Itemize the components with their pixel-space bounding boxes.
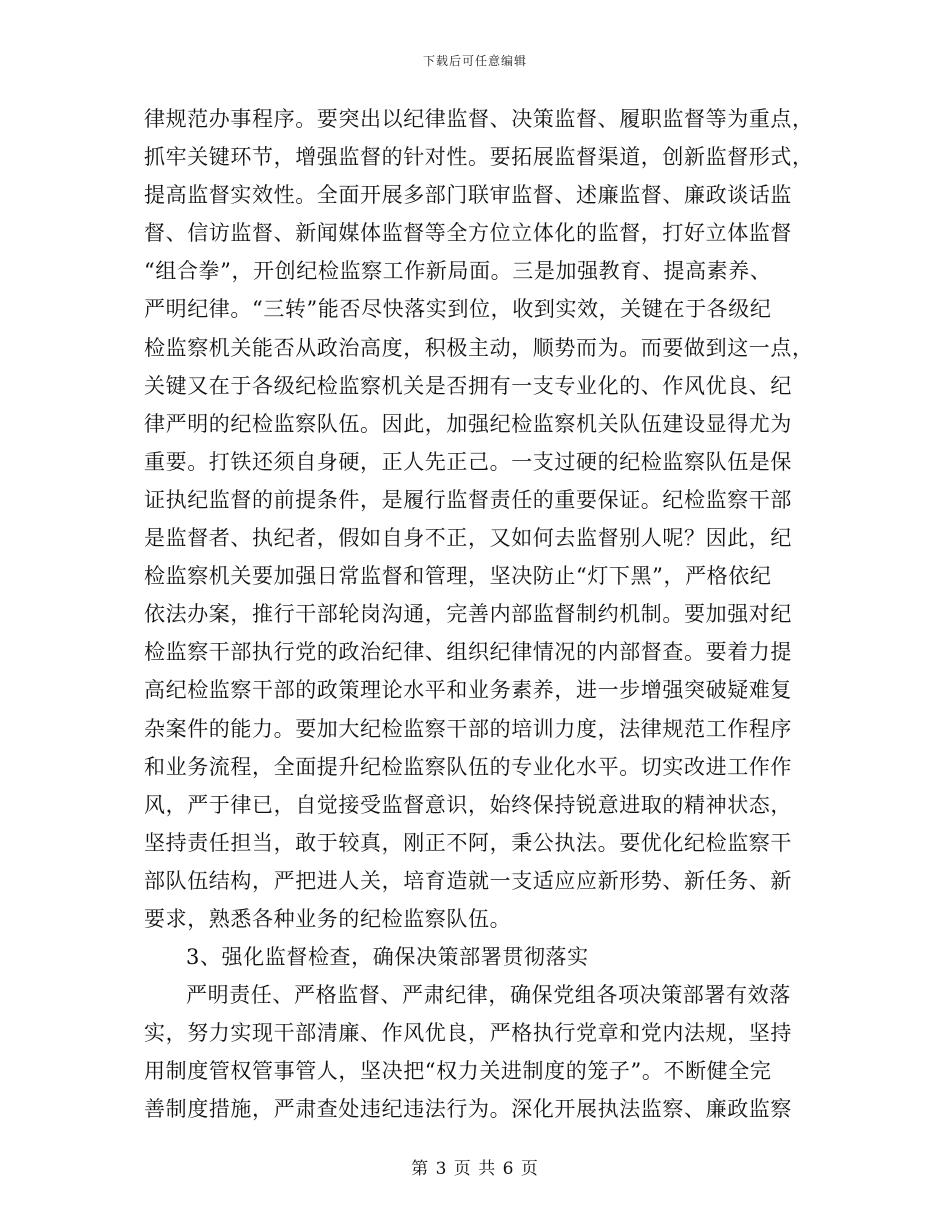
text-line: 杂案件的能力。要加大纪检监察干部的培训力度，法律规范工作程序 bbox=[144, 716, 792, 741]
text-line: 检监察机关能否从政治高度，积极主动，顺势而为。而要做到这一点， bbox=[144, 335, 814, 360]
text-line: 重要。打铁还须自身硬，正人先正己。一支过硬的纪检监察队伍是保 bbox=[144, 449, 792, 474]
text-line: 要求，熟悉各种业务的纪检监察队伍。 bbox=[144, 906, 512, 931]
text-line: 检监察机关要加强日常监督和管理，坚决防止“灯下黑”，严格依纪 bbox=[144, 564, 772, 589]
text-line: 律规范办事程序。要突出以纪律监督、决策监督、履职监督等为重点， bbox=[144, 107, 814, 131]
text-line: 和业务流程，全面提升纪检监察队伍的专业化水平。切实改进工作作 bbox=[144, 754, 792, 779]
text-line: 严明责任、严格监督、严肃纪律，确保党组各项决策部署有效落 bbox=[186, 983, 791, 1008]
text-line: 督、信访监督、新闻媒体监督等全方位立体化的监督，打好立体监督 bbox=[144, 221, 792, 246]
text-line: 证执纪监督的前提条件，是履行监督责任的重要保证。纪检监察干部 bbox=[144, 487, 792, 512]
document-body bbox=[144, 100, 814, 1129]
text-line: 关键又在于各级纪检监察机关是否拥有一支专业化的、作风优良、纪 bbox=[144, 373, 792, 398]
text-line: 实，努力实现干部清廉、作风优良，严格执行党章和党内法规，坚持 bbox=[144, 1021, 792, 1046]
text-line: 检监察干部执行党的政治纪律、组织纪律情况的内部督查。要着力提 bbox=[144, 640, 792, 665]
text-line: 严明纪律。“三转”能否尽快落实到位，收到实效，关键在于各级纪 bbox=[144, 297, 772, 322]
text-line: 是监督者、执纪者，假如自身不正，又如何去监督别人呢？因此，纪 bbox=[144, 526, 792, 551]
text-line: 高纪检监察干部的政策理论水平和业务素养，进一步增强突破疑难复 bbox=[144, 678, 792, 703]
text-line: 善制度措施，严肃查处违纪违法行为。深化开展执法监察、廉政监察 bbox=[144, 1097, 792, 1122]
text-line: 坚持责任担当，敢于较真，刚正不阿，秉公执法。要优化纪检监察干 bbox=[144, 830, 792, 855]
text-line: 风，严于律已，自觉接受监督意识，始终保持锐意进取的精神状态， bbox=[144, 792, 792, 817]
page-number: 第 3 页 共 6 页 bbox=[411, 1159, 539, 1179]
text-line: 提高监督实效性。全面开展多部门联审监督、述廉监督、廉政谈话监 bbox=[144, 183, 792, 208]
section-heading: 3、强化监督检查，确保决策部署贯彻落实 bbox=[186, 945, 589, 970]
text-line: 依法办案，推行干部轮岗沟通，完善内部监督制约机制。要加强对纪 bbox=[144, 602, 792, 627]
text-line: 律严明的纪检监察队伍。因此，加强纪检监察机关队伍建设显得尤为 bbox=[144, 411, 792, 436]
text-line: “组合拳”，开创纪检监察工作新局面。三是加强教育、提高素养、 bbox=[144, 259, 772, 284]
page-header: 下载后可任意编辑 bbox=[422, 54, 527, 68]
text-line: 抓牢关键环节，增强监督的针对性。要拓展监督渠道，创新监督形式， bbox=[144, 145, 814, 170]
text-line: 部队伍结构，严把进人关，培育造就一支适应应新形势、新任务、新 bbox=[144, 868, 792, 893]
text-line: 用制度管权管事管人，坚决把“权力关进制度的笼子”。不断健全完 bbox=[144, 1059, 772, 1084]
